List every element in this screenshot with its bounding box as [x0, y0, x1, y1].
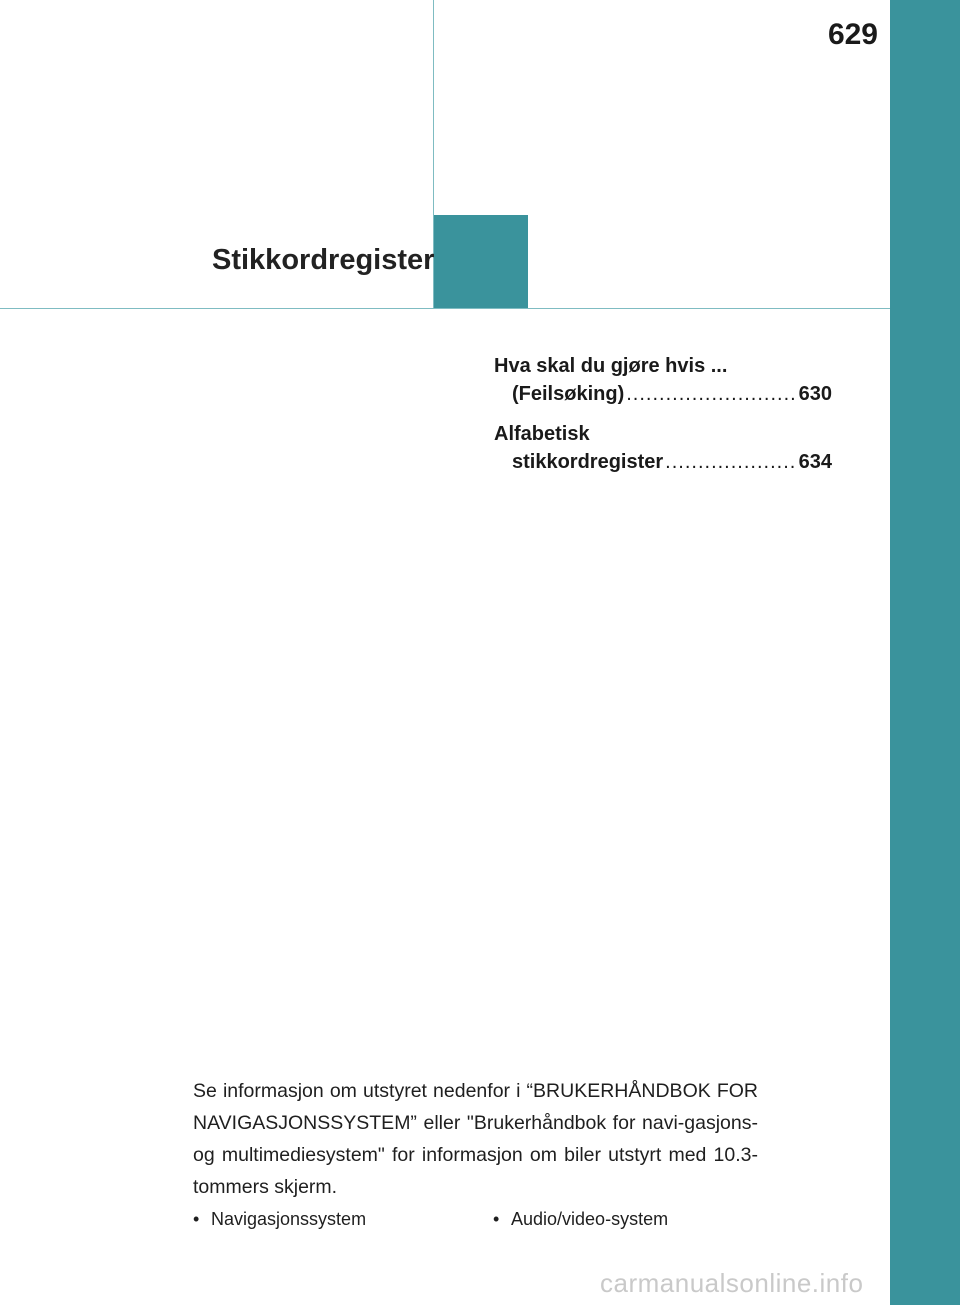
- section-marker-block: [434, 215, 528, 308]
- navigation-note-paragraph: Se informasjon om utstyret nedenfor i “BRUKERHÅNDBOK FOR NAVIGASJONSSYSTEM” eller "Brukerhåndbok for navi-gasjons- og multimediesystem" for informasjon om biler utstyrt med 10.3-tommers skjerm.: [193, 1080, 758, 1198]
- toc-entry-page: 630: [798, 383, 832, 405]
- page-number: 629: [827, 18, 878, 51]
- toc-entry-alphabetical-index[interactable]: [494, 420, 832, 476]
- side-thumb-tab: [890, 0, 960, 1305]
- toc-leader-dots: [626, 380, 796, 408]
- toc-entry-subtitle: (Feilsøking): [512, 383, 625, 405]
- bullet-dot-icon: •: [193, 1209, 200, 1229]
- bullet-item-navigation: [193, 1209, 366, 1230]
- toc-leader-dots: [665, 448, 796, 476]
- section-title: Stikkordregister: [212, 244, 435, 276]
- watermark: carmanualsonline.info: [600, 1268, 864, 1298]
- table-of-contents: [494, 352, 832, 488]
- bullet-label: Audio/video-system: [511, 1209, 669, 1229]
- toc-entry-title: Alfabetisk: [494, 423, 590, 445]
- toc-entry-subtitle: stikkordregister: [512, 451, 664, 473]
- bullet-label: Navigasjonssystem: [211, 1209, 367, 1229]
- toc-entry-page: 634: [798, 451, 832, 473]
- bullet-item-audio-video: [493, 1209, 668, 1230]
- horizontal-rule: [0, 308, 890, 309]
- toc-entry-troubleshooting[interactable]: [494, 352, 832, 408]
- toc-entry-title: Hva skal du gjøre hvis ...: [494, 355, 728, 377]
- bullet-dot-icon: •: [493, 1209, 500, 1229]
